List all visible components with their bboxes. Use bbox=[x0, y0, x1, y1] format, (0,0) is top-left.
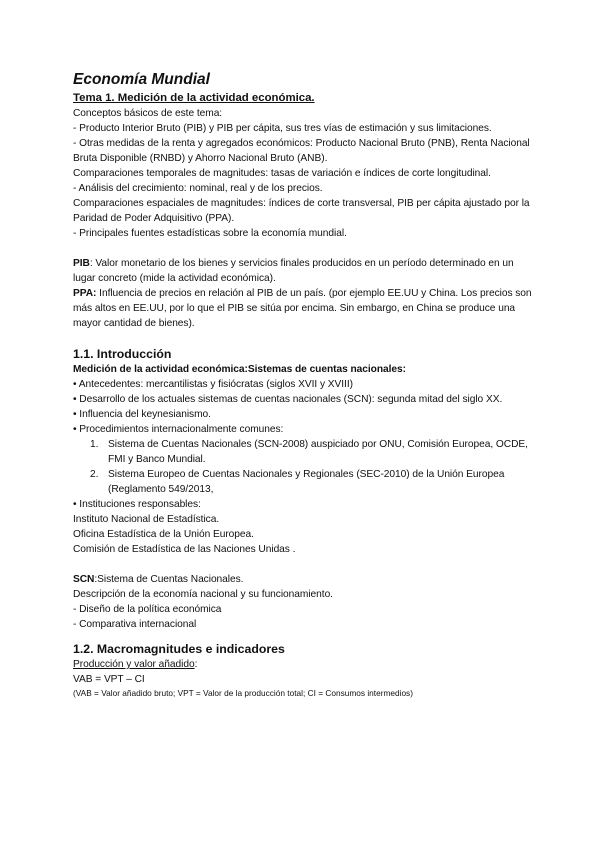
item-text: Sistema Europeo de Cuentas Nacionales y Regionales (SEC-2010) de la Unión Europea (Reglamento 549/2013, bbox=[108, 469, 505, 495]
item-number: 2. bbox=[90, 469, 99, 480]
formula-note: (VAB = Valor añadido bruto; VPT = Valor de la producción total; CI = Consumos intermedios) bbox=[73, 688, 413, 698]
intro-line: - Producto Interior Bruto (PIB) y PIB per cápita, sus tres vías de estimación y sus limitaciones. bbox=[73, 123, 492, 134]
ppa-definition bbox=[73, 286, 533, 331]
scn-line: Descripción de la economía nacional y su funcionamiento. bbox=[73, 589, 333, 600]
intro-line: Comparaciones espaciales de magnitudes: índices de corte transversal, PIB per cápita ajustado por la Paridad de Poder Adquisitivo (PPA). bbox=[73, 198, 530, 224]
formula: VAB = VPT – CI bbox=[73, 674, 145, 685]
scn-line: - Comparativa internacional bbox=[73, 619, 197, 630]
section-1-1-subheading: Medición de la actividad económica:Sistemas de cuentas nacionales: bbox=[73, 364, 407, 375]
section-1-1-heading: 1.1. Introducción bbox=[73, 347, 172, 361]
pib-term: PIB bbox=[73, 258, 90, 269]
intro-line: - Principales fuentes estadísticas sobre la economía mundial. bbox=[73, 228, 347, 239]
subheading-text: Producción y valor añadido bbox=[73, 659, 195, 670]
intro-line: Comparaciones temporales de magnitudes: tasas de variación e índices de corte longitudinal. bbox=[73, 168, 491, 179]
spacer bbox=[73, 241, 533, 256]
item-number: 1. bbox=[90, 439, 99, 450]
numbered-item bbox=[73, 437, 533, 467]
document-title: Economía Mundial bbox=[73, 71, 210, 88]
tema-heading: Tema 1. Medición de la actividad económica. bbox=[73, 92, 315, 104]
scn-definition bbox=[73, 572, 533, 587]
subheading-colon: : bbox=[194, 659, 198, 670]
spacer bbox=[73, 557, 533, 572]
spacer bbox=[73, 331, 533, 346]
bullet-item: • Procedimientos internacionalmente comunes: bbox=[73, 424, 284, 435]
item-text: Sistema de Cuentas Nacionales (SCN-2008) auspiciado por ONU, Comisión Europea, OCDE, FMI y Banco Mundial. bbox=[108, 439, 528, 465]
scn-text: :Sistema de Cuentas Nacionales. bbox=[94, 574, 244, 585]
bullet-item: • Influencia del keynesianismo. bbox=[73, 409, 211, 420]
intro-line: Conceptos básicos de este tema: bbox=[73, 108, 223, 119]
definitions-block bbox=[73, 256, 533, 331]
ppa-text: Influencia de precios en relación al PIB de un país. (por ejemplo EE.UU y China. Los precios son más altos en EE.UU, por lo que el PIB se sitúa por encima. Sin embargo, en China se produce una mayor cantidad de bienes). bbox=[73, 288, 532, 329]
section-1-2-heading: 1.2. Macromagnitudes e indicadores bbox=[73, 642, 285, 656]
bullet-item: • Desarrollo de los actuales sistemas de cuentas nacionales (SCN): segunda mitad del siglo XX. bbox=[73, 394, 503, 405]
scn-term: SCN bbox=[73, 574, 95, 585]
intro-block bbox=[73, 106, 533, 241]
pib-text: : Valor monetario de los bienes y servicios finales producidos en un período determinado en un lugar concreto (mide la actividad económica). bbox=[73, 258, 514, 284]
ppa-term: PPA: bbox=[73, 288, 97, 299]
institutions-line: Instituto Nacional de Estadística. bbox=[73, 514, 220, 525]
section-1-2-subheading bbox=[73, 657, 533, 672]
institutions-line: Comisión de Estadística de las Naciones Unidas . bbox=[73, 544, 296, 555]
pib-definition bbox=[73, 256, 533, 286]
scn-line: - Diseño de la política económica bbox=[73, 604, 222, 615]
institutions-line: Oficina Estadística de la Unión Europea. bbox=[73, 529, 254, 540]
intro-line: - Otras medidas de la renta y agregados económicos: Producto Nacional Bruto (PNB), Renta Nacional Bruta Disponible (RNBD) y Ahorro Nacional Bruto (ANB). bbox=[73, 138, 530, 164]
document-page bbox=[73, 70, 533, 699]
institutions-line: • Instituciones responsables: bbox=[73, 499, 201, 510]
bullet-item: • Antecedentes: mercantilistas y fisiócratas (siglos XVII y XVIII) bbox=[73, 379, 353, 390]
numbered-item bbox=[73, 467, 533, 497]
spacer bbox=[73, 632, 533, 641]
intro-line: - Análisis del crecimiento: nominal, real y de los precios. bbox=[73, 183, 323, 194]
